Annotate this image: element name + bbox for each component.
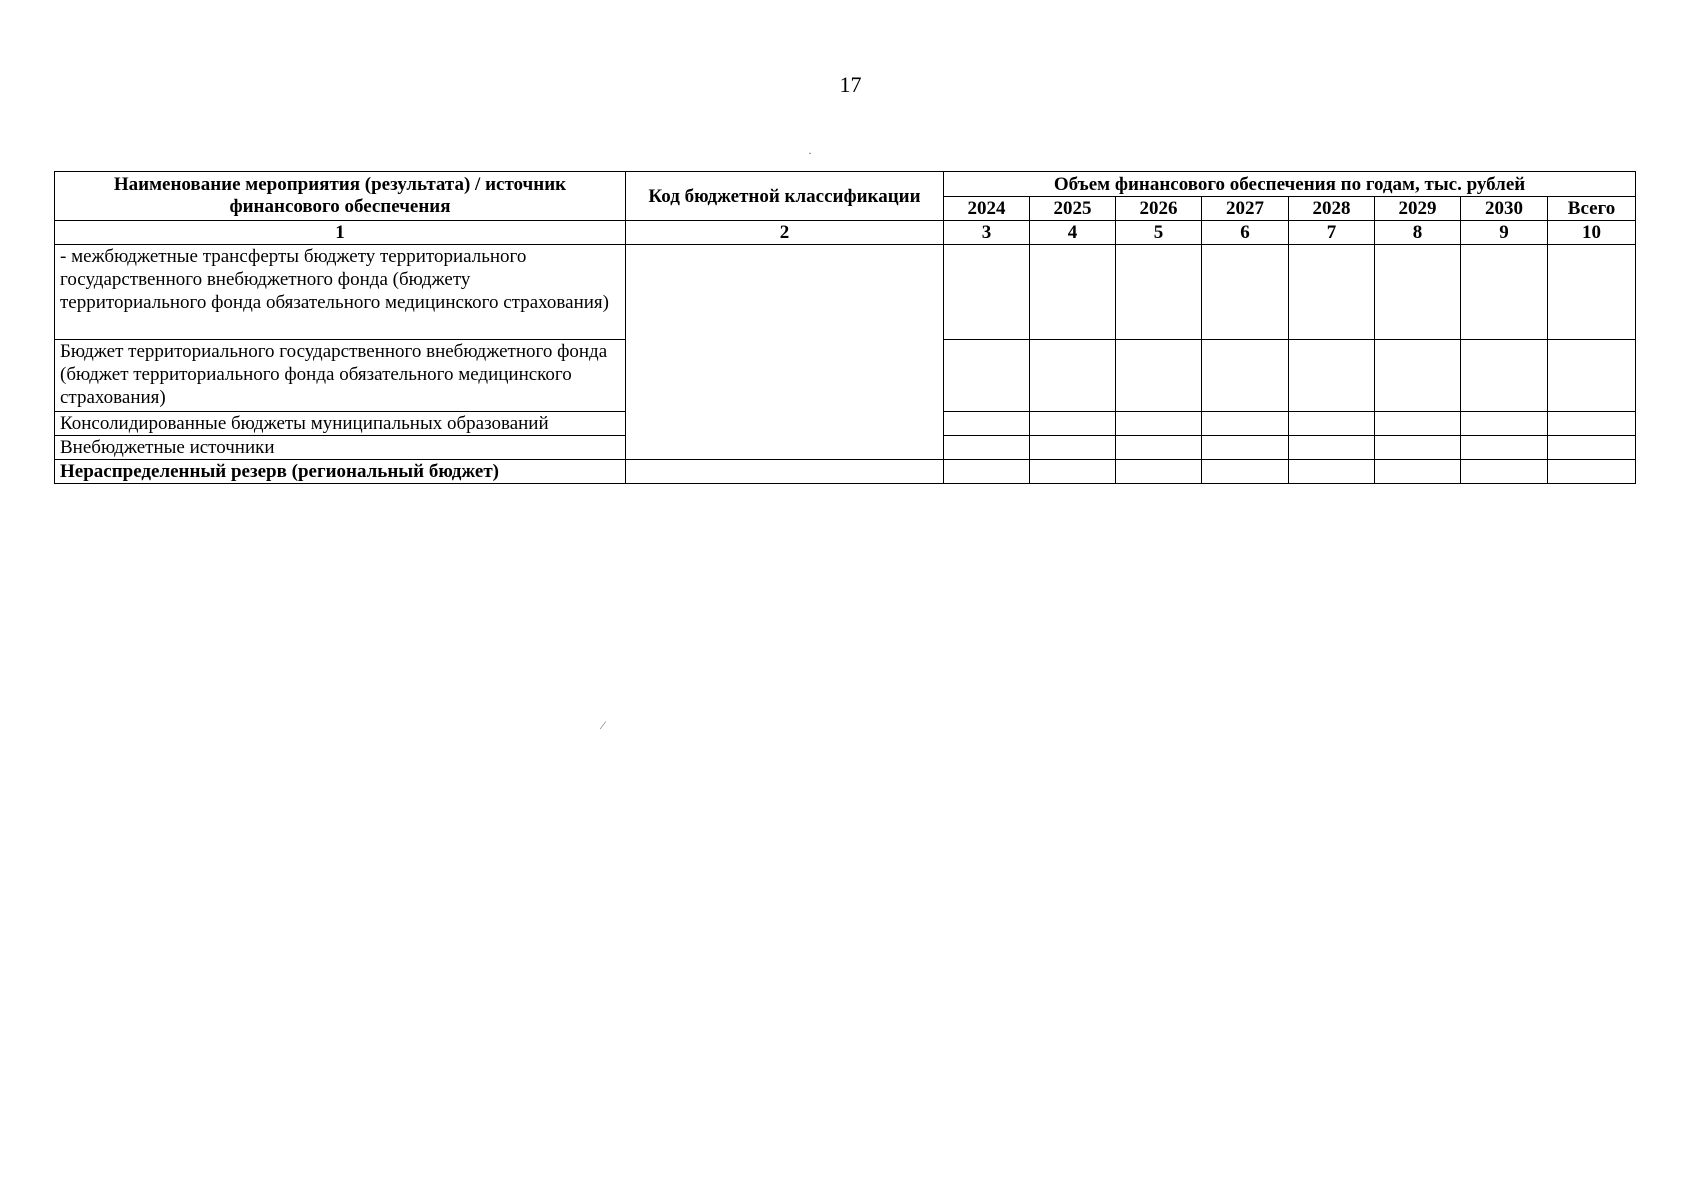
column-number: 5 — [1116, 221, 1202, 245]
column-number: 4 — [1030, 221, 1116, 245]
value-cell — [944, 340, 1030, 412]
value-cell — [1116, 245, 1202, 340]
value-cell — [1461, 436, 1548, 460]
value-cell — [1461, 460, 1548, 484]
column-number: 9 — [1461, 221, 1548, 245]
header-year-2029: 2029 — [1375, 197, 1461, 221]
page-number: 17 — [839, 72, 862, 97]
value-cell — [1548, 340, 1636, 412]
value-cell — [1202, 412, 1289, 436]
row-name: - межбюджетные трансферты бюджету территориального государственного внебюджетного фонда (бюджету территориального фонда обязательного медицинского страхования) — [55, 245, 626, 340]
value-cell — [1375, 436, 1461, 460]
header-year-2024: 2024 — [944, 197, 1030, 221]
value-cell — [1202, 436, 1289, 460]
header-year-2028: 2028 — [1289, 197, 1375, 221]
budget-code-cell — [626, 460, 944, 484]
value-cell — [1202, 460, 1289, 484]
row-name: Внебюджетные источники — [55, 436, 626, 460]
header-year-2027: 2027 — [1202, 197, 1289, 221]
budget-code-cell — [626, 245, 944, 460]
value-cell — [1548, 460, 1636, 484]
value-cell — [1289, 436, 1375, 460]
value-cell — [1289, 412, 1375, 436]
value-cell — [1548, 245, 1636, 340]
row-name: Консолидированные бюджеты муниципальных образований — [55, 412, 626, 436]
column-number: 6 — [1202, 221, 1289, 245]
value-cell — [1461, 340, 1548, 412]
header-year-2026: 2026 — [1116, 197, 1202, 221]
header-name-column: Наименование мероприятия (результата) / источник финансового обеспечения — [55, 172, 626, 221]
value-cell — [1548, 412, 1636, 436]
value-cell — [944, 460, 1030, 484]
header-code-column: Код бюджетной классификации — [626, 172, 944, 221]
column-number: 1 — [55, 221, 626, 245]
value-cell — [1030, 412, 1116, 436]
value-cell — [944, 412, 1030, 436]
header-volume-group: Объем финансового обеспечения по годам, тыс. рублей — [944, 172, 1636, 197]
value-cell — [1030, 245, 1116, 340]
value-cell — [1461, 412, 1548, 436]
value-cell — [1116, 436, 1202, 460]
value-cell — [1030, 340, 1116, 412]
value-cell — [1202, 340, 1289, 412]
value-cell — [1116, 412, 1202, 436]
column-number: 7 — [1289, 221, 1375, 245]
financing-table — [54, 171, 1636, 484]
value-cell — [1289, 340, 1375, 412]
value-cell — [1116, 340, 1202, 412]
value-cell — [1030, 460, 1116, 484]
value-cell — [1375, 340, 1461, 412]
value-cell — [944, 245, 1030, 340]
column-number: 3 — [944, 221, 1030, 245]
header-year-2025: 2025 — [1030, 197, 1116, 221]
row-name: Бюджет территориального государственного внебюджетного фонда (бюджет территориального фонда обязательного медицинского страхования) — [55, 340, 626, 412]
value-cell — [1202, 245, 1289, 340]
value-cell — [1461, 245, 1548, 340]
value-cell — [1375, 412, 1461, 436]
column-number: 10 — [1548, 221, 1636, 245]
value-cell — [1375, 460, 1461, 484]
column-number: 8 — [1375, 221, 1461, 245]
header-total: Всего — [1548, 197, 1636, 221]
scan-mark: ⁄ — [602, 718, 605, 732]
value-cell — [1116, 460, 1202, 484]
row-name: Нераспределенный резерв (региональный бюджет) — [55, 460, 626, 484]
table-row — [55, 460, 1636, 484]
value-cell — [944, 436, 1030, 460]
value-cell — [1289, 245, 1375, 340]
value-cell — [1289, 460, 1375, 484]
scan-speck: · — [808, 146, 812, 160]
header-year-2030: 2030 — [1461, 197, 1548, 221]
column-number: 2 — [626, 221, 944, 245]
table-row — [55, 245, 1636, 340]
value-cell — [1030, 436, 1116, 460]
value-cell — [1375, 245, 1461, 340]
value-cell — [1548, 436, 1636, 460]
